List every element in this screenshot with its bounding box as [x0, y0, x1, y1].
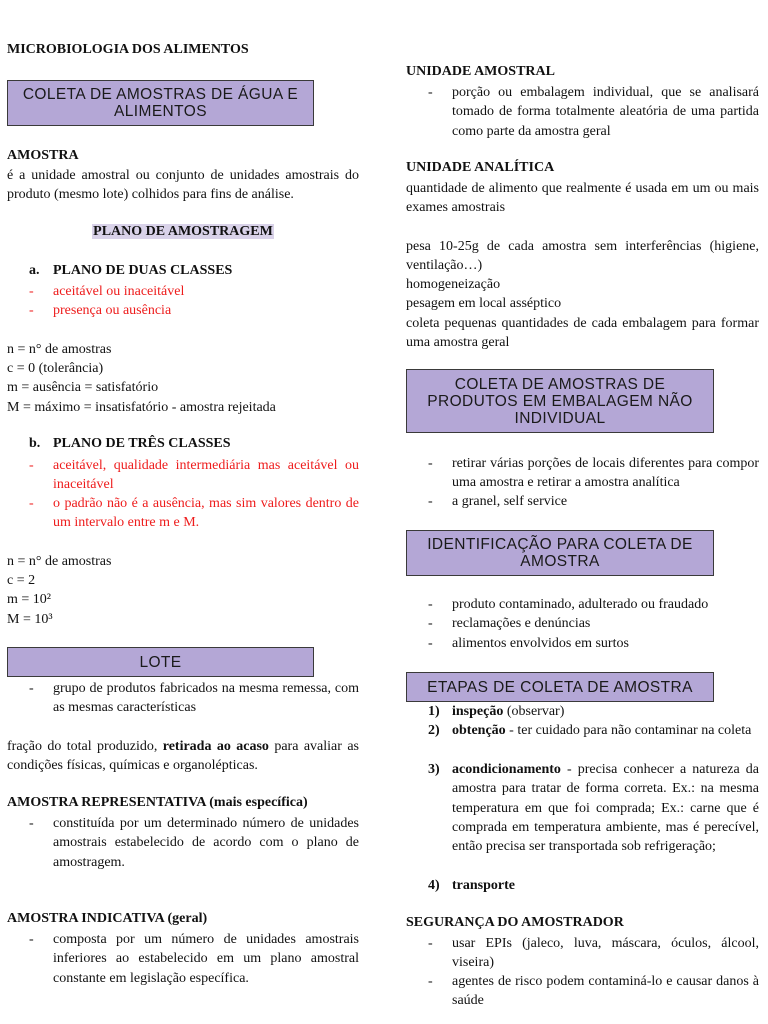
amostra-heading: AMOSTRA [7, 148, 79, 163]
dash-bullet: - [428, 936, 433, 951]
representativa-heading: AMOSTRA REPRESENTATIVA (mais específica) [7, 795, 308, 810]
dash-bullet: - [29, 816, 34, 831]
etapa-number: 4) [428, 878, 440, 893]
list-item-text: presença ou ausência [53, 303, 172, 318]
etapa-text: - precisa conhecer a natureza da amostra para tratar de forma correta. Ex.: na mesma temperatura em que foi comprada; Ex.: carne que é comprada em temperatura ambiente, mas é perecível, então precisa ser transportada sob refrigeração; [452, 762, 759, 855]
etapa-number: 1) [428, 704, 440, 719]
unidade-amostral-heading: UNIDADE AMOSTRAL [406, 64, 555, 79]
var-line: c = 0 (tolerância) [7, 361, 104, 376]
seguranca-heading: SEGURANÇA DO AMOSTRADOR [406, 915, 624, 930]
var-line: M = máximo = insatisfatório - amostra rejeitada [7, 400, 276, 415]
indicativa-heading: AMOSTRA INDICATIVA (geral) [7, 911, 208, 926]
var-line: m = 10² [7, 592, 51, 607]
list-item-text: usar EPIs (jaleco, luva, máscara, óculos, álcool, viseira) [452, 936, 759, 971]
fracao-text: fração do total produzido, [7, 739, 163, 754]
etapa-number: 2) [428, 723, 440, 738]
dash-bullet: - [428, 636, 433, 651]
var-line: n = n° de amostras [7, 342, 112, 357]
dash-bullet: - [428, 456, 433, 471]
etapa-number: 3) [428, 762, 440, 777]
list-item-text: agentes de risco podem contaminá-lo e causar danos à saúde [452, 974, 759, 1009]
dash-bullet: - [428, 597, 433, 612]
list-item-text: o padrão não é a ausência, mas sim valores dentro de um intervalo entre m e M. [53, 496, 359, 531]
list-item-text: reclamações e denúncias [452, 616, 591, 631]
etapa-title: transporte [452, 878, 515, 893]
dash-bullet: - [29, 681, 34, 696]
unidade-analitica-def: quantidade de alimento que realmente é usada em um ou mais exames amostrais [406, 181, 759, 216]
list-item-text: aceitável, qualidade intermediária mas aceitável ou inaceitável [53, 458, 359, 493]
page-title: MICROBIOLOGIA DOS ALIMENTOS [7, 42, 249, 57]
section-box-coleta: COLETA DE AMOSTRAS DE ÁGUA E ALIMENTOS [7, 80, 314, 126]
list-item-text: alimentos envolvidos em surtos [452, 636, 629, 651]
dash-bullet: - [428, 974, 433, 989]
list-item-text: produto contaminado, adulterado ou fraudado [452, 597, 709, 612]
amostra-definition: é a unidade amostral ou conjunto de unidades amostrais do produto (mesmo lote) colhidos para fins de análise. [7, 168, 359, 203]
dash-bullet: - [29, 284, 34, 299]
duas-letter: a. [29, 263, 40, 278]
var-line: c = 2 [7, 573, 36, 588]
section-box-nao-individual: COLETA DE AMOSTRAS DE PRODUTOS EM EMBALAGEM NÃO INDIVIDUAL [406, 369, 714, 433]
homog-line: homogeneização [406, 277, 501, 292]
etapa-title: inspeção [452, 704, 504, 719]
pesa-paragraph: pesa 10-25g de cada amostra sem interferências (higiene, ventilação…) [406, 239, 759, 274]
etapa-title: obtenção [452, 723, 506, 738]
tres-letter: b. [29, 436, 41, 451]
section-box-etapas: ETAPAS DE COLETA DE AMOSTRA [406, 672, 714, 702]
dash-bullet: - [29, 458, 34, 473]
pesagem-line: pesagem em local asséptico [406, 296, 562, 311]
section-box-lote: LOTE [7, 647, 314, 677]
list-item-text: retirar várias porções de locais diferentes para compor uma amostra e retirar a amostra analítica [452, 456, 759, 491]
dash-bullet: - [428, 616, 433, 631]
duas-heading: PLANO DE DUAS CLASSES [53, 263, 233, 278]
unidade-analitica-heading: UNIDADE ANALÍTICA [406, 160, 555, 175]
etapa-text: - ter cuidado para não contaminar na coleta [505, 723, 752, 738]
dash-bullet: - [29, 496, 34, 511]
fracao-paragraph [7, 737, 359, 776]
fracao-text-end: para avaliar as condições físicas, químicas e organolépticas. [7, 739, 359, 774]
dash-bullet: - [428, 85, 433, 100]
var-line: n = n° de amostras [7, 554, 112, 569]
list-item-text: aceitável ou inaceitável [53, 284, 185, 299]
list-item-text: porção ou embalagem individual, que se analisará tomado de forma totalmente aleatória de uma partida como parte da amostra geral [452, 85, 759, 139]
etapa-text: (observar) [503, 704, 565, 719]
dash-bullet: - [428, 494, 433, 509]
list-item-text: composta por um número de unidades amostrais inferiores ao estabelecido em um plano amostral constante em legislação específica. [53, 932, 359, 986]
dash-bullet: - [29, 303, 34, 318]
coleta-paragraph: coleta pequenas quantidades de cada embalagem para formar uma amostra geral [406, 316, 759, 351]
list-item-text: grupo de produtos fabricados na mesma remessa, com as mesmas características [53, 681, 359, 716]
section-box-identificacao: IDENTIFICAÇÃO PARA COLETA DE AMOSTRA [406, 530, 714, 576]
var-line: m = ausência = satisfatório [7, 380, 159, 395]
list-item-text: a granel, self service [452, 494, 568, 509]
tres-heading: PLANO DE TRÊS CLASSES [53, 436, 231, 451]
dash-bullet: - [29, 932, 34, 947]
etapa-title: acondicionamento [452, 762, 561, 777]
plano-heading-wrap [7, 224, 359, 240]
fracao-bold: retirada ao acaso [162, 739, 269, 754]
list-item-text: constituída por um determinado número de unidades amostrais estabelecido de acordo com o plano de amostragem. [53, 816, 359, 870]
var-line: M = 10³ [7, 612, 53, 627]
plano-heading: PLANO DE AMOSTRAGEM [93, 224, 273, 239]
